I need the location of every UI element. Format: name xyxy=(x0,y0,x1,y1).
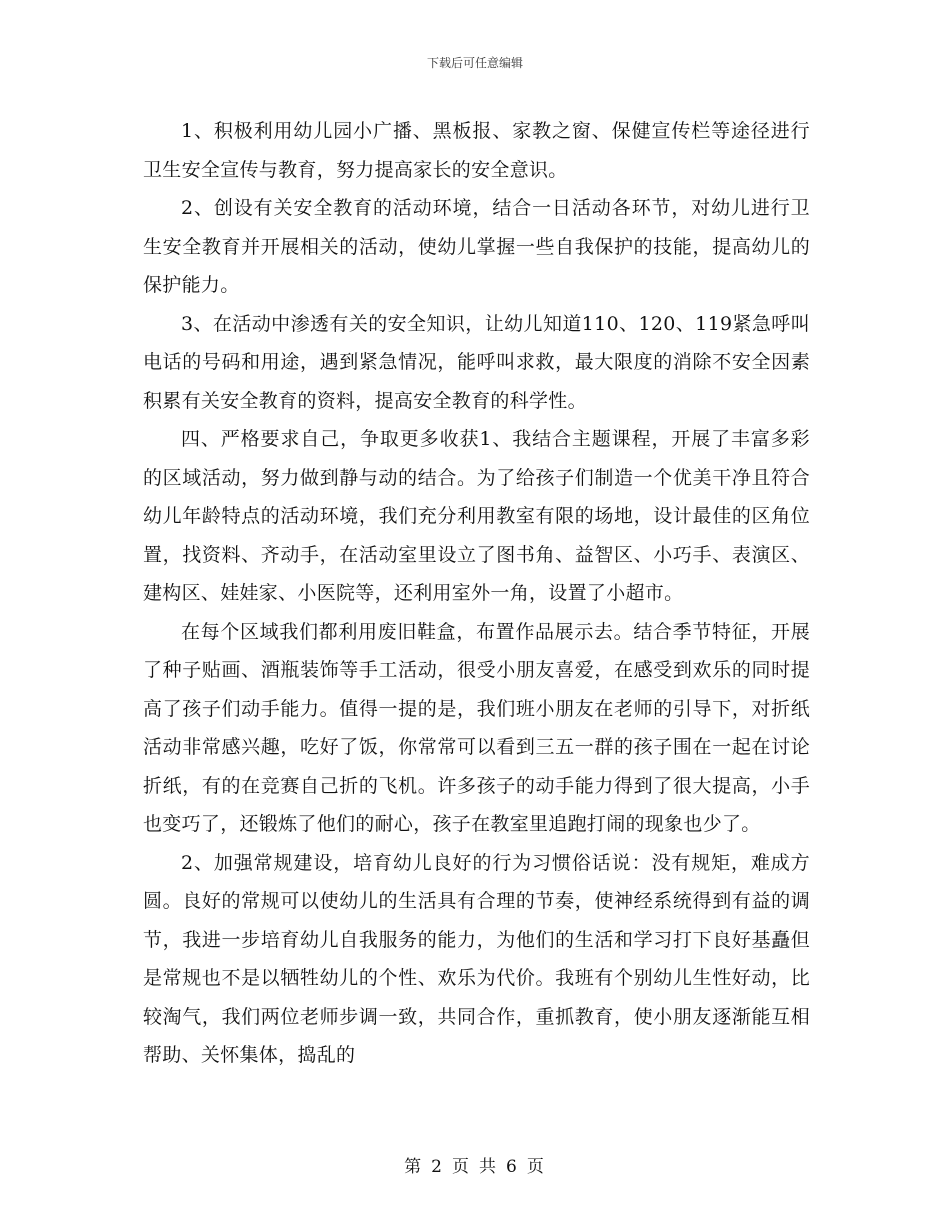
paragraph-6: 2、加强常规建设，培育幼儿良好的行为习惯俗话说：没有规矩，难成方圆。良好的常规可以使幼儿的生活具有合理的节奏，使神经系统得到有益的调节，我进一步培育幼儿自我服务的能力，为他们的生活和学习打下良好基矗但是常规也不是以牺牲幼儿的个性、欢乐为代价。我班有个别幼儿生性好动，比较淘气，我们两位老师步调一致，共同合作，重抓教育，使小朋友逐渐能互相帮助、关怀集体，捣乱的 xyxy=(143,851,810,1066)
footer-current-page: 2 xyxy=(431,1157,444,1177)
footer-total-word: 共 xyxy=(479,1157,498,1177)
footer-total-pages: 6 xyxy=(506,1157,519,1177)
page-footer xyxy=(0,1152,950,1177)
paragraph-4: 四、严格要求自己，争取更多收获1、我结合主题课程，开展了丰富多彩的区域活动，努力做到静与动的结合。为了给孩子们制造一个优美干净且符合幼儿年龄特点的活动环境，我们充分利用教室有限的场地，设计最佳的区角位置，找资料、齐动手，在活动室里设立了图书角、益智区、小巧手、表演区、建构区、娃娃家、小医院等，还利用室外一角，设置了小超市。 xyxy=(143,428,810,604)
paragraph-2: 2、创设有关安全教育的活动环境，结合一日活动各环节，对幼儿进行卫生安全教育并开展相关的活动，使幼儿掌握一些自我保护的技能，提高幼儿的保护能力。 xyxy=(143,197,810,296)
paragraph-3: 3、在活动中渗透有关的安全知识，让幼儿知道110、120、119紧急呼叫电话的号码和用途，遇到紧急情况，能呼叫求救，最大限度的消除不安全因素积累有关安全教育的资料，提高安全教育的科学性。 xyxy=(143,312,810,412)
footer-prefix: 第 xyxy=(404,1157,424,1177)
footer-suffix: 页 xyxy=(526,1157,546,1177)
footer-page-word: 页 xyxy=(452,1157,471,1177)
page-header-note: 下载后可任意编辑 xyxy=(426,56,523,70)
document-body xyxy=(143,112,810,1075)
paragraph-1: 1、积极利用幼儿园小广播、黑板报、家教之窗、保健宣传栏等途径进行卫生安全宣传与教育，努力提高家长的安全意识。 xyxy=(143,120,810,181)
paragraph-5: 在每个区域我们都利用废旧鞋盒，布置作品展示去。结合季节特征，开展了种子贴画、酒瓶装饰等手工活动，很受小朋友喜爱，在感受到欢乐的同时提高了孩子们动手能力。值得一提的是，我们班小朋友在老师的引导下，对折纸活动非常感兴趣，吃好了饭，你常常可以看到三五一群的孩子围在一起在讨论折纸，有的在竞赛自己折的飞机。许多孩子的动手能力得到了很大提高，小手也变巧了，还锻炼了他们的耐心，孩子在教室里追跑打闹的现象也少了。 xyxy=(143,620,810,835)
